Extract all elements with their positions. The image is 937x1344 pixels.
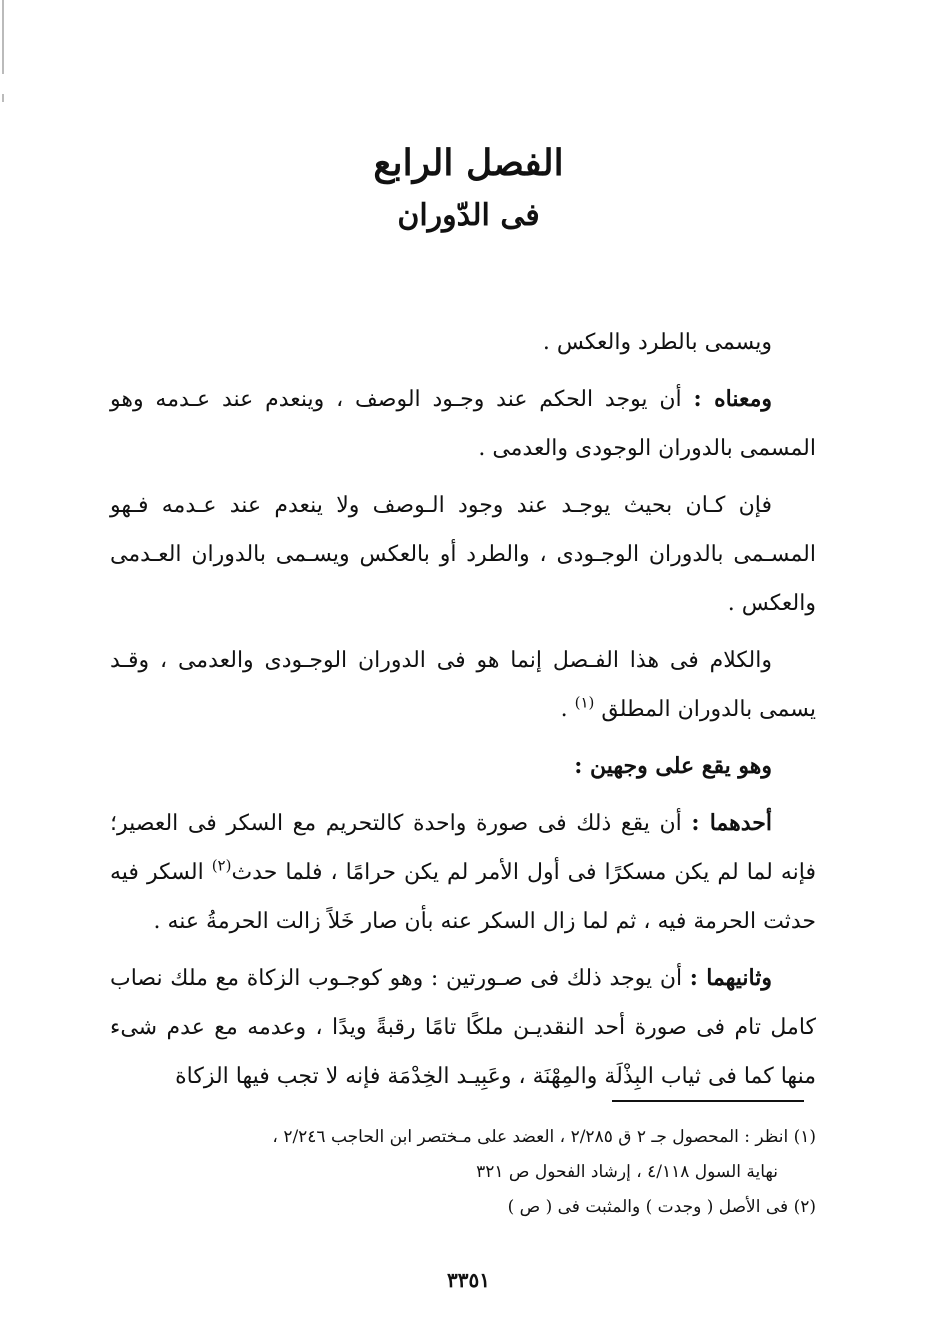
footnote-separator: [612, 1100, 804, 1102]
footnote-2: (٢) فى الأصل ( وجدت ) والمثبت فى ( ص ): [507, 1197, 816, 1217]
scan-edge-mark: [2, 94, 4, 102]
body-text: [110, 318, 816, 1109]
paragraph-text: وهو يقع على وجهين :: [574, 753, 772, 779]
title-block: [0, 138, 937, 238]
paragraph-text: أن يقع ذلك فى صورة واحدة كالتحريم مع السكر فى العصير؛ فإنه لما لم يكن مسكرًا فى أول الأمر لم يكن حرامًا ، فلما حدث: [110, 811, 816, 885]
term-lead: أحدهما :: [691, 810, 772, 836]
footnote-1-continued: نهاية السول ٤/١١٨ ، إرشاد الفحول ص ٣٢١: [476, 1162, 778, 1182]
term-lead: وثانيهما :: [689, 965, 772, 991]
scan-edge-mark: [2, 0, 4, 74]
paragraph-text: أن يوجد الحكم عند وجـود الوصف ، وينعدم عند عـدمه وهو المسمى بالدوران الوجودى والعدمى .: [110, 387, 816, 461]
footnote-reference: (٢): [211, 856, 232, 875]
paragraph-7: [110, 954, 816, 1101]
paragraph-3: [110, 481, 816, 628]
footnote-1: (١) انظر : المحصول جـ ٢ ق ٢/٢٨٥ ، العضد على مـختصر ابن الحاجب ٢/٢٤٦ ،: [272, 1127, 816, 1147]
page-number: ٣٣٥١: [447, 1268, 490, 1292]
footnotes: [104, 1120, 816, 1225]
paragraph-4: [110, 636, 816, 734]
paragraph-1: [110, 318, 816, 367]
paragraph-text: ويسمى بالطرد والعكس .: [542, 330, 772, 355]
paragraph-6: [110, 799, 816, 946]
paragraph-text: .: [560, 697, 575, 722]
chapter-title: الفصل الرابع: [373, 142, 564, 184]
paragraph-text: فإن كـان بحيث يوجـد عند وجود الـوصف ولا ينعدم عند عـدمه فـهو المسـمى بالدوران الوجـودى ، والطرد أو بالعكس ويسـمى بالدوران العـدمى والعكس .: [110, 493, 816, 616]
paragraph-text: السكر فيه حدثت الحرمة فيه ، ثم لما زال السكر عنه بأن صار خَلاً زالت الحرمةُ عنه .: [110, 860, 816, 934]
paragraph-text: والكلام فى هذا الفـصل إنما هو فى الدوران الوجـودى والعدمى ، وقـد يسمى بالدوران المطلق: [110, 648, 816, 722]
paragraph-5: [110, 742, 816, 791]
footnote-reference: (١): [574, 693, 595, 712]
paragraph-2: [110, 375, 816, 473]
chapter-subtitle: فى الدّوران: [397, 198, 540, 233]
paragraph-text: أن يوجد ذلك فى صـورتين : وهو كوجـوب الزكاة مع ملك نصاب كامل تام فى صورة أحد النقديـن ملكًا تامًا رقبةً ويدًا ، وعدمه مع عدم شىء منها كما فى ثياب البِذْلَة والمِهْنَة ، وعَبِيـد الخِدْمَة فإنه لا تجب فيها الزكاة: [110, 966, 816, 1089]
term-lead: ومعناه :: [693, 386, 772, 412]
